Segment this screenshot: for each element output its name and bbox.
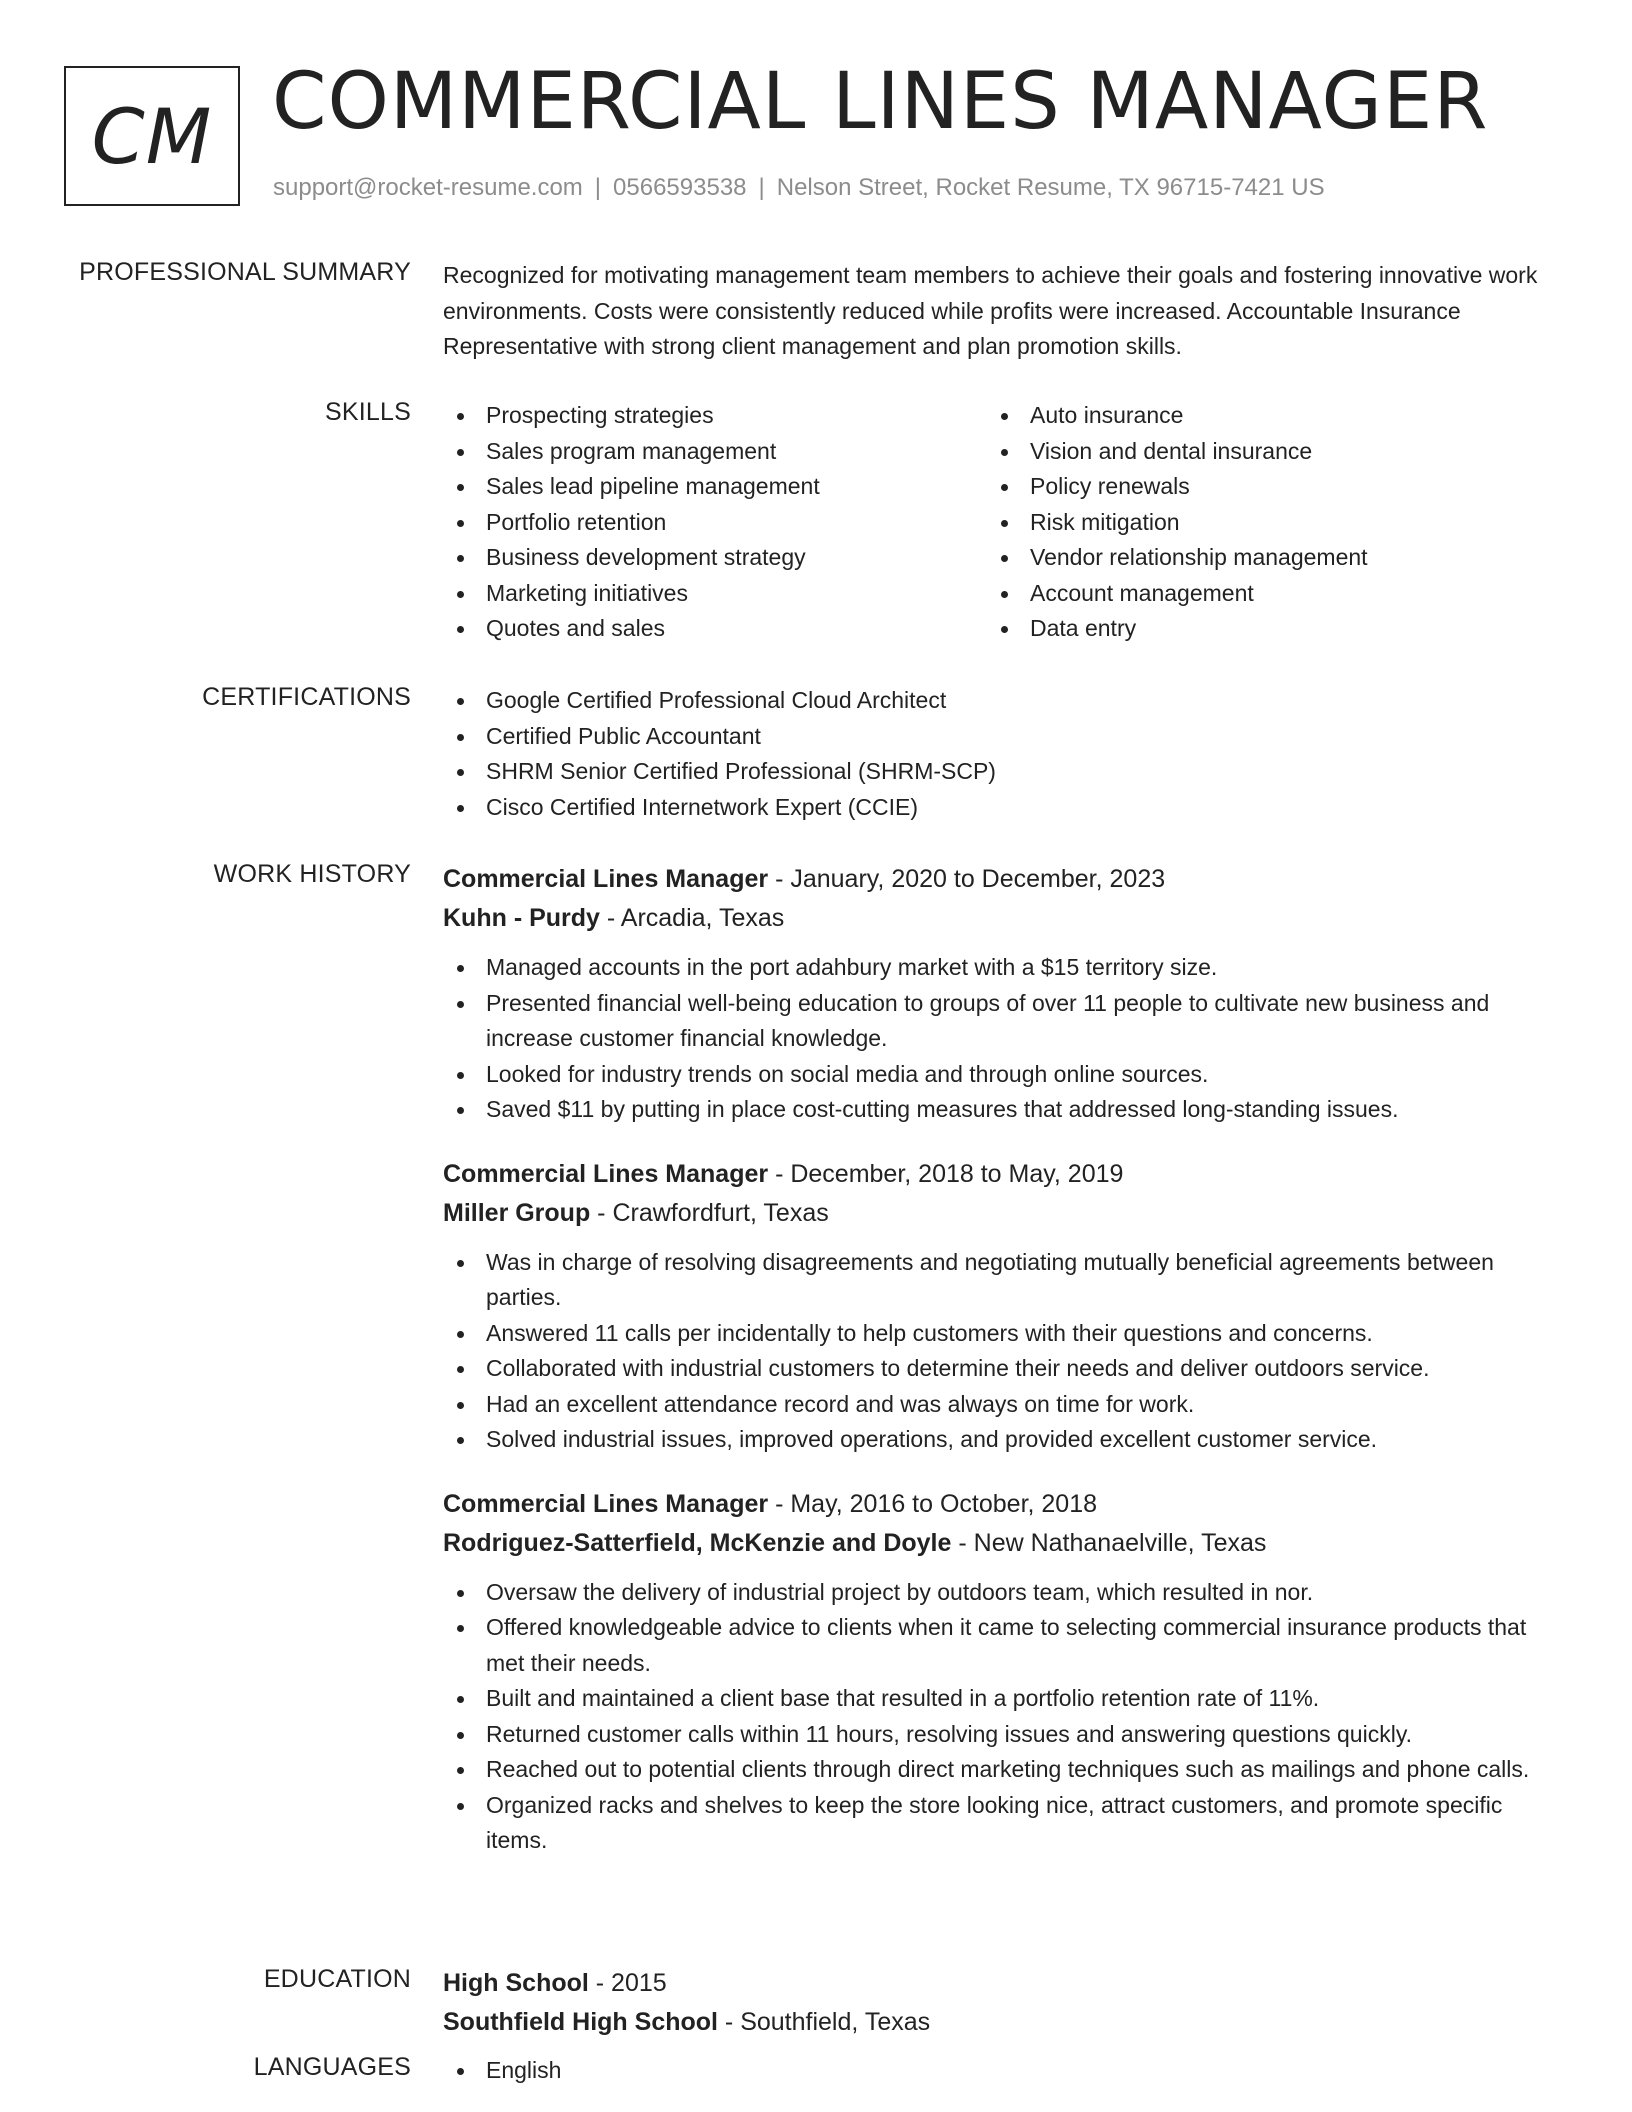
job-bullet: Answered 11 calls per incidentally to help customers with their questions and concerns. (443, 1316, 1563, 1352)
job-dates: - January, 2020 to December, 2023 (768, 865, 1166, 893)
languages-list (443, 2053, 1563, 2089)
job-location: - New Nathanaelville, Texas (951, 1528, 1267, 1557)
skills-list-right (987, 398, 1531, 647)
job-title: Commercial Lines Manager (443, 1489, 769, 1518)
certification-item: Certified Public Accountant (443, 719, 1563, 755)
job-bullet: Presented financial well-being education to groups of over 11 people to cultivate new business and increase customer financial knowledge. (443, 986, 1563, 1057)
job-bullet: Oversaw the delivery of industrial project by outdoors team, which resulted in nor. (443, 1575, 1563, 1611)
skill-item: Marketing initiatives (443, 576, 987, 612)
section-label-skills: SKILLS (325, 398, 411, 426)
summary-text: Recognized for motivating management team members to achieve their goals and fostering innovative work environments. Costs were consistently reduced while profits were increased. Accountable Insurance Representative with strong client management and plan promotion skills. (443, 262, 1538, 359)
skill-item: Portfolio retention (443, 505, 987, 541)
job-title-line (443, 1155, 1563, 1194)
job-company-line (443, 1524, 1563, 1563)
job-bullet-list (443, 1245, 1563, 1458)
certification-item: Google Certified Professional Cloud Architect (443, 683, 1563, 719)
section-label-languages: LANGUAGES (253, 2053, 411, 2081)
skill-item: Data entry (987, 611, 1531, 647)
skill-item: Quotes and sales (443, 611, 987, 647)
job-bullet: Organized racks and shelves to keep the store looking nice, attract customers, and promote specific items. (443, 1788, 1563, 1859)
job-title: Commercial Lines Manager (443, 865, 769, 893)
job-bullet: Solved industrial issues, improved operations, and provided excellent customer service. (443, 1422, 1563, 1458)
section-label-work-history: WORK HISTORY (213, 860, 411, 888)
job-title-line (443, 860, 1563, 899)
section-label-certifications: CERTIFICATIONS (202, 683, 411, 711)
skill-item: Sales lead pipeline management (443, 469, 987, 505)
contact-separator: | (594, 174, 602, 201)
education-degree-line (443, 1964, 1563, 2003)
job-location: - Arcadia, Texas (599, 904, 785, 932)
section-label-education: EDUCATION (263, 1965, 411, 1993)
certifications-list (443, 683, 1563, 825)
job-bullet: Looked for industry trends on social media and through online sources. (443, 1057, 1563, 1093)
job-bullet: Saved $11 by putting in place cost-cutting measures that addressed long-standing issues. (443, 1092, 1563, 1128)
skill-item: Prospecting strategies (443, 398, 987, 434)
skill-item: Account management (987, 576, 1531, 612)
education-location: - Southfield, Texas (717, 2008, 931, 2036)
job-bullet: Returned customer calls within 11 hours, resolving issues and answering questions quickly. (443, 1717, 1563, 1753)
job-company-line (443, 1194, 1563, 1233)
work-history-body (443, 860, 1563, 1859)
skill-item: Policy renewals (987, 469, 1531, 505)
job-entry (443, 860, 1563, 1128)
job-company-line (443, 899, 1563, 938)
education-school-line (443, 2003, 1563, 2042)
languages-body (443, 2053, 1563, 2089)
job-bullet: Had an excellent attendance record and was always on time for work. (443, 1387, 1563, 1423)
certifications-body (443, 683, 1563, 825)
skill-item: Sales program management (443, 434, 987, 470)
job-dates: - December, 2018 to May, 2019 (768, 1159, 1124, 1188)
job-entry (443, 1485, 1563, 1859)
contact-line (273, 174, 1325, 202)
job-bullet: Managed accounts in the port adahbury market with a $15 territory size. (443, 950, 1563, 986)
education-body (443, 1964, 1563, 2042)
job-bullet: Collaborated with industrial customers to determine their needs and deliver outdoors service. (443, 1351, 1563, 1387)
job-bullet-list (443, 1575, 1563, 1859)
job-bullet: Reached out to potential clients through direct marketing techniques such as mailings and phone calls. (443, 1752, 1563, 1788)
resume-title: COMMERCIAL LINES MANAGER (272, 57, 1489, 147)
language-item: English (443, 2053, 1563, 2089)
skills-list-left (443, 398, 987, 647)
monogram-initials: CM (91, 91, 213, 181)
job-bullet: Was in charge of resolving disagreements and negotiating mutually beneficial agreements between parties. (443, 1245, 1563, 1316)
education-year: - 2015 (588, 1969, 667, 1997)
job-title: Commercial Lines Manager (443, 1159, 769, 1188)
skill-item: Vendor relationship management (987, 540, 1531, 576)
education-degree: High School (443, 1969, 589, 1997)
job-dates: - May, 2016 to October, 2018 (768, 1489, 1098, 1518)
job-company: Rodriguez-Satterfield, McKenzie and Doyle (443, 1528, 952, 1557)
job-company: Miller Group (443, 1198, 591, 1227)
skill-item: Business development strategy (443, 540, 987, 576)
job-company: Kuhn - Purdy (443, 904, 600, 932)
certification-item: Cisco Certified Internetwork Expert (CCIE) (443, 790, 1563, 826)
job-bullet-list (443, 950, 1563, 1128)
job-bullet: Built and maintained a client base that resulted in a portfolio retention rate of 11%. (443, 1681, 1563, 1717)
job-location: - Crawfordfurt, Texas (590, 1198, 829, 1227)
job-title-line (443, 1485, 1563, 1524)
summary-body (443, 258, 1563, 365)
contact-phone: 0566593538 (613, 174, 747, 201)
job-entry (443, 1155, 1563, 1458)
skill-item: Auto insurance (987, 398, 1531, 434)
monogram-box (64, 66, 240, 206)
contact-email: support@rocket-resume.com (273, 174, 583, 201)
section-label-summary: PROFESSIONAL SUMMARY (79, 258, 411, 286)
skill-item: Risk mitigation (987, 505, 1531, 541)
skills-body (443, 398, 1563, 647)
job-bullet: Offered knowledgeable advice to clients when it came to selecting commercial insurance products that met their needs. (443, 1610, 1563, 1681)
contact-separator: | (758, 174, 765, 201)
skill-item: Vision and dental insurance (987, 434, 1531, 470)
contact-address: Nelson Street, Rocket Resume, TX 96715-7421 US (776, 174, 1325, 201)
certification-item: SHRM Senior Certified Professional (SHRM-SCP) (443, 754, 1563, 790)
education-school: Southfield High School (443, 2008, 718, 2036)
